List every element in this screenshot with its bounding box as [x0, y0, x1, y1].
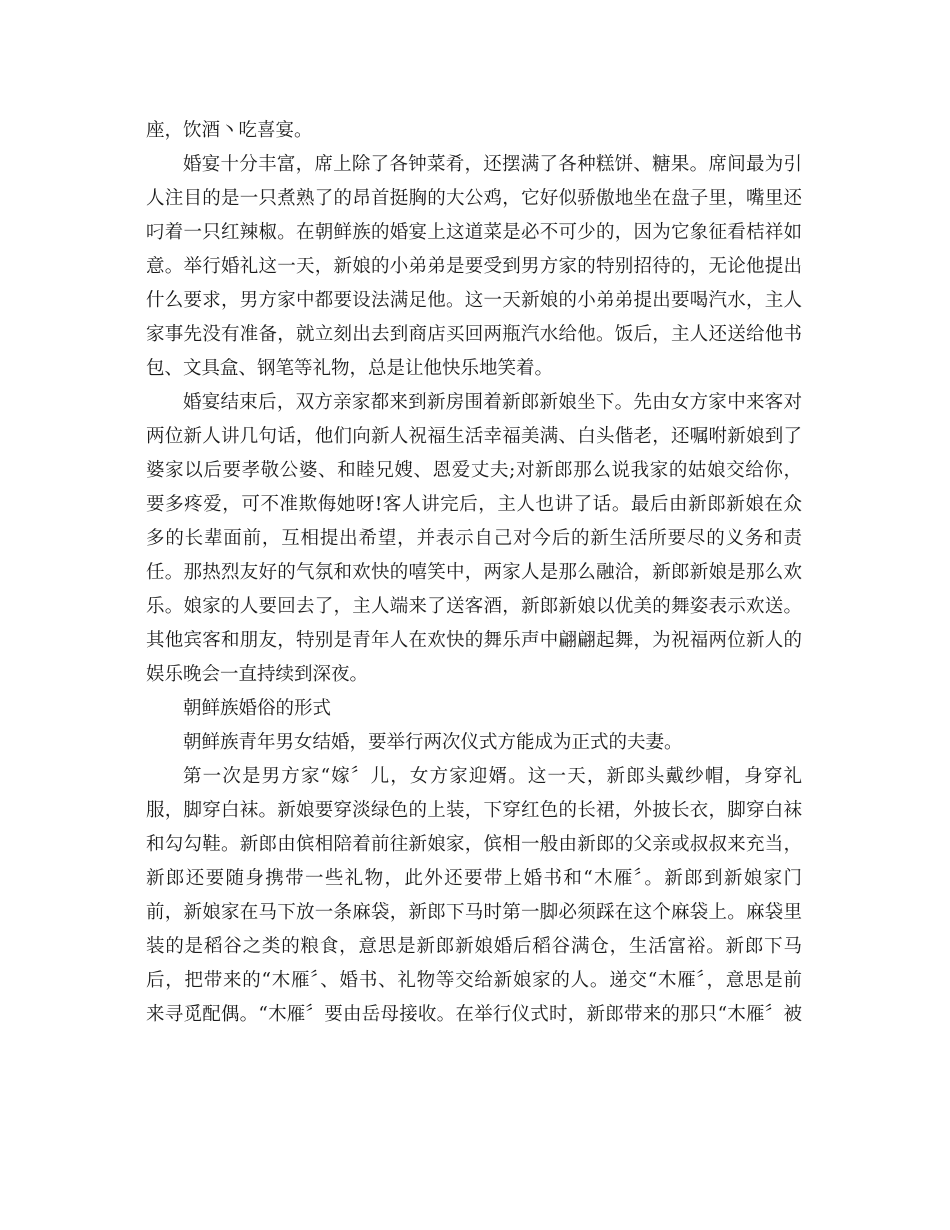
text-line: 婆家以后要孝敬公婆、和睦兄嫂、恩爱丈夫;对新郎那么说我家的姑娘交给你， — [146, 460, 802, 481]
text-line: 人注目的是一只煮熟了的昂首挺胸的大公鸡，它好似骄傲地坐在盘子里，嘴里还 — [146, 188, 802, 209]
text-line: 朝鲜族青年男女结婚，要举行两次仪式方能成为正式的夫妻。 — [183, 732, 683, 753]
text-line: 婚宴十分丰富，席上除了各钟菜肴，还摆满了各种糕饼、糖果。席间最为引 — [183, 154, 802, 175]
text-line: 包、文具盒、钢笔等礼物，总是让他快乐地笑着。 — [146, 358, 554, 379]
section-heading: 朝鲜族婚俗的形式 — [183, 698, 332, 719]
text-line: 婚宴结束后，双方亲家都来到新房围着新郎新娘坐下。先由女方家中来客对 — [183, 392, 802, 413]
text-line: 乐。娘家的人要回去了，主人端来了送客酒，新郎新娘以优美的舞姿表示欢送。 — [146, 596, 802, 617]
text-line: 座，饮酒丶吃喜宴。 — [146, 120, 313, 141]
text-line: 意。举行婚礼这一天，新娘的小弟弟是要受到男方家的特别招待的，无论他提出 — [146, 256, 802, 277]
text-line: 装的是稻谷之类的粮食，意思是新郎新娘婚后稻谷满仓，生活富裕。新郎下马 — [146, 936, 802, 957]
text-line: 前，新娘家在马下放一条麻袋，新郎下马时第一脚必须踩在这个麻袋上。麻袋里 — [146, 902, 802, 923]
text-line: 来寻觅配偶。“木雁〞要由岳母接收。在举行仪式时，新郎带来的那只“木雁〞被 — [146, 1004, 802, 1025]
text-line: 第一次是男方家“嫁〞儿，女方家迎婿。这一天，新郎头戴纱帽，身穿礼 — [183, 766, 802, 787]
text-line: 家事先没有准备，就立刻出去到商店买回两瓶汽水给他。饭后，主人还送给他书 — [146, 324, 802, 345]
text-line: 服，脚穿白袜。新娘要穿淡绿色的上装，下穿红色的长裙，外披长衣，脚穿白袜 — [146, 800, 802, 821]
text-line: 要多疼爱，可不准欺侮她呀!客人讲完后，主人也讲了话。最后由新郎新娘在众 — [146, 494, 802, 515]
text-line: 什么要求，男方家中都要设法满足他。这一天新娘的小弟弟提出要喝汽水，主人 — [146, 290, 802, 311]
text-line: 后，把带来的“木雁〞、婚书、礼物等交给新娘家的人。递交“木雁〞，意思是前 — [146, 970, 802, 991]
text-line: 任。那热烈友好的气氛和欢快的嘻笑中，两家人是那么融洽，新郎新娘是那么欢 — [146, 562, 802, 583]
document-body — [146, 114, 802, 1032]
text-line: 叼着一只红辣椒。在朝鲜族的婚宴上这道菜是必不可少的，因为它象征看桔祥如 — [146, 222, 802, 243]
text-line: 娱乐晚会一直持续到深夜。 — [146, 664, 369, 685]
text-line: 新郎还要随身携带一些礼物，此外还要带上婚书和“木雁〞。新郎到新娘家门 — [146, 868, 802, 889]
text-line: 和勾勾鞋。新郎由傧相陪着前往新娘家，傧相一般由新郎的父亲或叔叔来充当， — [146, 834, 802, 855]
text-line: 两位新人讲几句话，他们向新人祝福生活幸福美满、白头偕老，还嘱咐新娘到了 — [146, 426, 802, 447]
text-line: 其他宾客和朋友，特别是青年人在欢快的舞乐声中翩翩起舞，为祝福两位新人的 — [146, 630, 802, 651]
text-line: 多的长辈面前，互相提出希望，并表示自己对今后的新生活所要尽的义务和责 — [146, 528, 802, 549]
